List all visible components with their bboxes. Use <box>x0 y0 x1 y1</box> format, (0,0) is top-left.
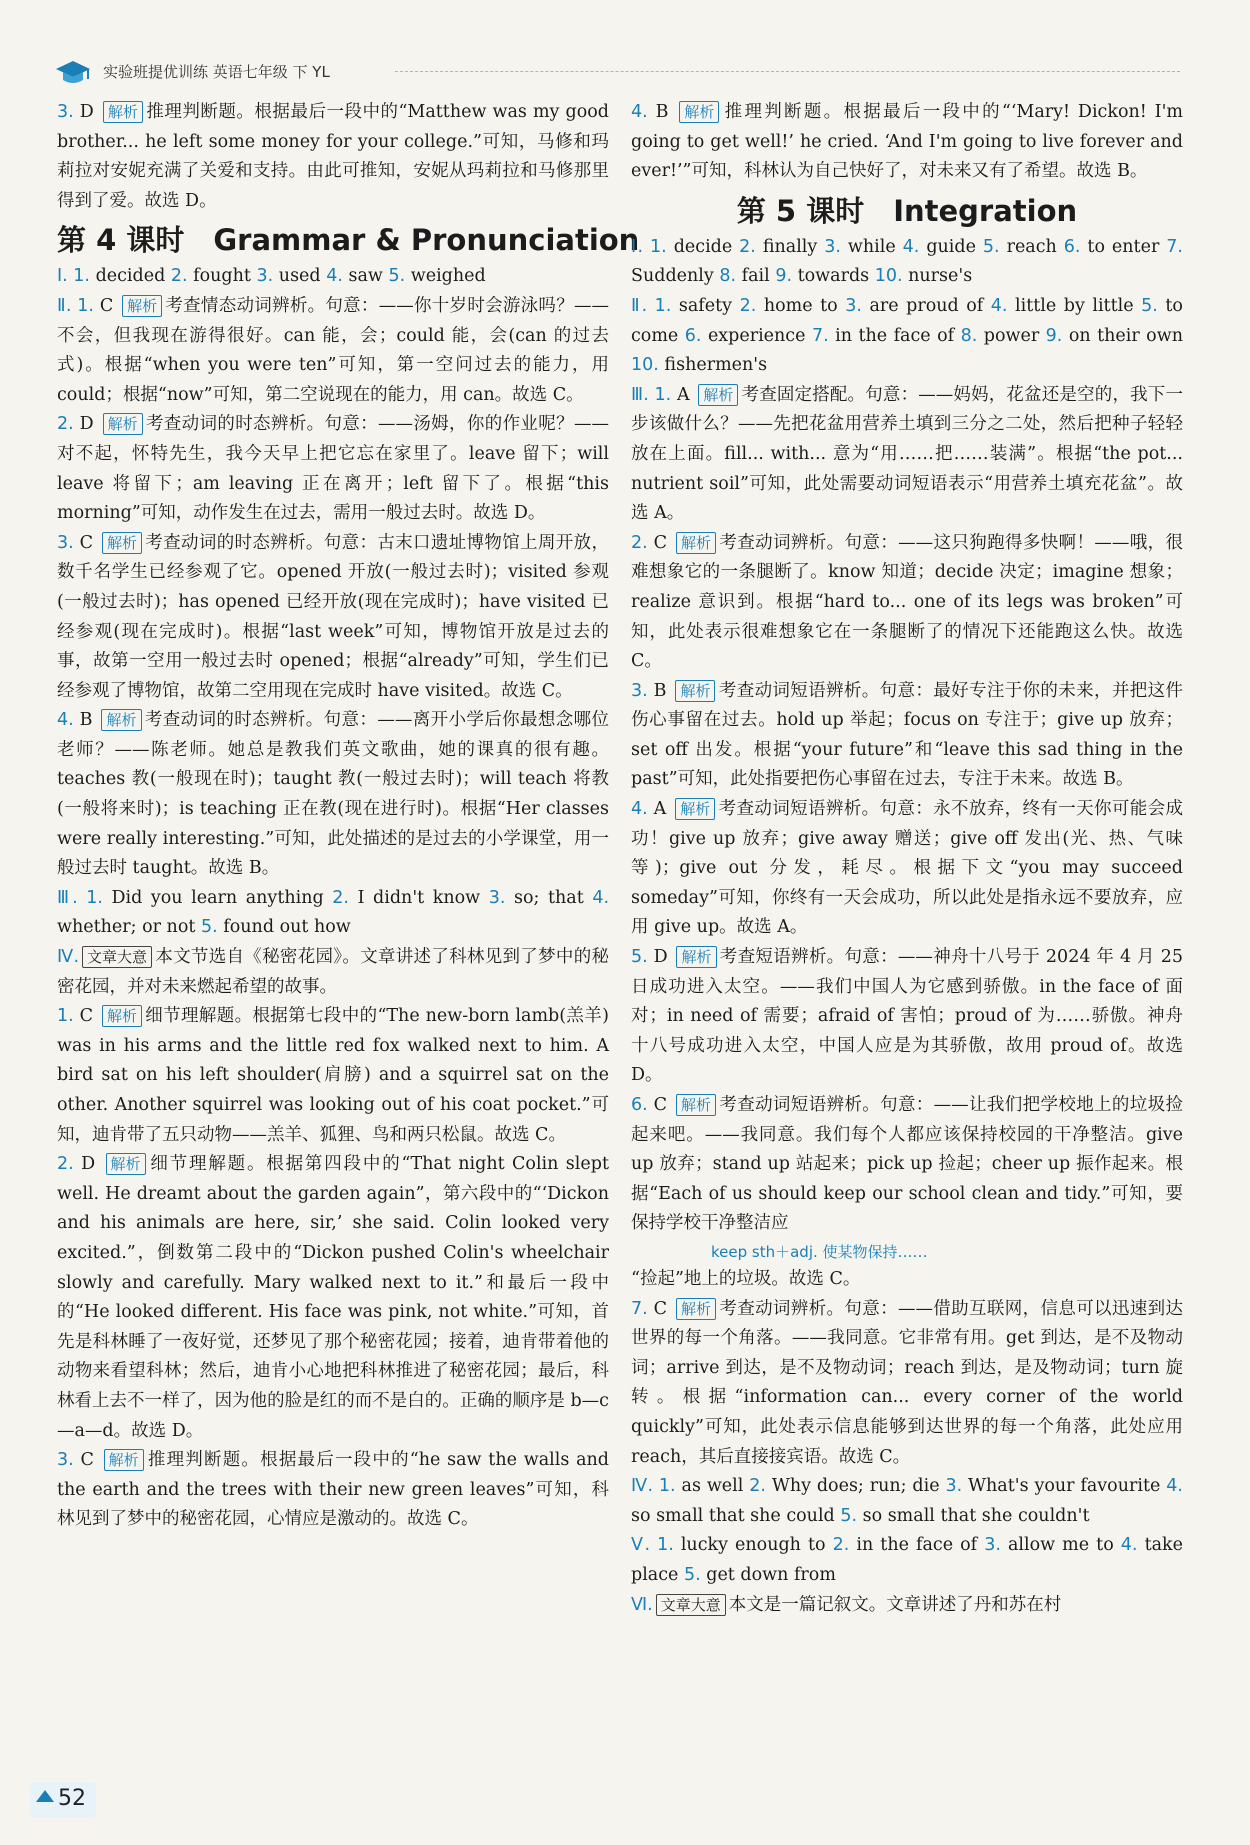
section-2-q1: Ⅱ. 1. C 解析 考查情态动词辨析。句意：——你十岁时会游泳吗？——不会，但我现在游得很好。can 能，会；could 能，会(can 的过去式)。根据“when you were ten”可知，第一空问过去的能力，用 could；根据“now”可知，第二空说现在的能力，用 can。故选 C。 <box>57 295 609 405</box>
section-2-q4: 4. B 解析 考查动词的时态辨析。句意：——离开小学后你最想念哪位老师？——陈老师。她总是教我们英文歌曲，她的课真的很有趣。teaches 教(一般现在时)；taught 教(一般过去时)；will teach 将教(一般将来时)；is teaching 正在教(现在进行时)。根据“Her classes were really interesting.”可知，此处描述的是过去的小学课堂，用一般过去时 taught。故选 B。 <box>57 710 609 879</box>
section-1-answers: Ⅰ. 1. decide 2. finally 3. while 4. guide 5. reach 6. to enter 7. Suddenly 8. fail 9. towards 10. nurse's <box>631 236 1183 287</box>
section-6-summary: Ⅵ. 文章大意 本文是一篇记叙文。文章讲述了丹和苏在村 <box>631 1594 1062 1615</box>
section-4-q3: 3. C 解析 推理判断题。根据最后一段中的“he saw the walls and the earth and the trees with their new green leaves”可知，科林见到了梦中的秘密花园，心情应是激动的。故选 C。 <box>57 1450 609 1530</box>
analysis-tag: 解析 <box>675 798 715 820</box>
page-header <box>55 55 1180 95</box>
section-4-answers: Ⅳ. 1. as well 2. Why does; run; die 3. What's your favourite 4. so small that she could 5. so small that she couldn't <box>631 1476 1183 1526</box>
analysis-tag: 解析 <box>676 1298 716 1320</box>
section-3-q7: 7. C 解析 考查动词辨析。句意：——借助互联网，信息可以迅速到达世界的每一个角落。——我同意。它非常有用。get 到达，是不及物动词；arrive 到达，是不及物动词；reach 到达，是及物动词；turn 旋转。根据“information can... every corner of the world quickly”可知，此处表示信息能够到达世界的每一个角落，此处应用 reach，其后直接接宾语。故选 C。 <box>631 1298 1183 1467</box>
section-3-q6-cont: “捡起”地上的垃圾。故选 C。 <box>631 1268 861 1289</box>
analysis-tag: 解析 <box>698 384 738 406</box>
analysis-tag: 解析 <box>103 101 143 123</box>
handwritten-note: keep sth＋adj. 使某物保持…… <box>711 1242 928 1261</box>
analysis-tag: 解析 <box>103 413 143 435</box>
section-2-q2: 2. D 解析 考查动词的时态辨析。句意：——汤姆，你的作业呢？——对不起，怀特先生，我今天早上把它忘在家里了。leave 留下；will leave 将留下；am leaving 正在离开；left 留下了。根据“this morning”可知，动作发生在过去，需用一般过去时。故选 D。 <box>57 414 609 524</box>
section-3-answers: Ⅲ. 1. Did you learn anything 2. I didn't know 3. so; that 4. whether; or not 5. found out how <box>57 887 610 938</box>
section-4-q2: 2. D 解析 细节理解题。根据第四段中的“That night Colin slept well. He dreamt about the garden again”，第六段中的“‘Dickon and his animals are here, sir,’ she said. Colin looked very excited.”，倒数第二段中的“Dickon pushed Colin's wheelchair slowly and carefully. Mary walked next to it.”和最后一段中的“He looked different. His face was pink, not white.”可知，首先是科林睡了一夜好觉，还梦见了那个秘密花园；接着，迪肯带着他的动物来看望科林；然后，迪肯小心地把科林推进了秘密花园；最后，科林看上去不一样了，因为他的脸是红的而不是白的。正确的顺序是 b—c—a—d。故选 D。 <box>57 1154 609 1441</box>
arrow-up-icon <box>36 1790 54 1802</box>
header-rule <box>395 71 1180 72</box>
question-4: 4. B 解析 推理判断题。根据最后一段中的“‘Mary! Dickon! I'm going to get well!’ he cried. ‘And I'm going to live forever and ever!’”可知，科林认为自己快好了，对未来又有了希望。故选 B。 <box>631 102 1183 182</box>
book-title: 实验班提优训练 英语七年级 下 YL <box>103 63 330 81</box>
section-5-answers: Ⅴ. 1. lucky enough to 2. in the face of 3. allow me to 4. take place 5. get down from <box>631 1535 1183 1585</box>
analysis-tag: 解析 <box>676 1094 716 1116</box>
section-3-q1: Ⅲ. 1. A 解析 考查固定搭配。句意：——妈妈，花盆还是空的，我下一步该做什么？——先把花盆用营养土填到三分之二处，然后把种子轻轻放在上面。fill... with... 意为“用……把……装满”。根据“the pot... nutrient soil”可知，此处需要动词短语表示“用营养土填充花盆”。故选 A。 <box>631 384 1183 524</box>
analysis-tag: 解析 <box>101 709 141 731</box>
question-3: 3. D 解析 推理判断题。根据最后一段中的“Matthew was my good brother... he left some money for your college.”可知，马修和玛莉拉对安妮充满了关爱和支持。由此可推知，安妮从玛莉拉和马修那里得到了爱。故选 D。 <box>57 102 609 211</box>
analysis-tag: 解析 <box>675 680 715 702</box>
section-4-summary: Ⅳ. 文章大意 本文节选自《秘密花园》。文章讲述了科林见到了梦中的秘密花园，并对未来燃起希望的故事。 <box>57 947 609 997</box>
right-column <box>631 98 1183 1620</box>
section-4-q1: 1. C 解析 细节理解题。根据第七段中的“The new-born lamb(羔羊) was in his arms and the little red fox walked next to him. A bird sat on his left shoulder(肩膀) and a squirrel sat on the other. Another squirrel was looking out of his coat pocket.”可知，迪肯带了五只动物——羔羊、狐狸、鸟和两只松鼠。故选 C。 <box>57 1006 609 1145</box>
section-3-q4: 4. A 解析 考查动词短语辨析。句意：永不放弃，终有一天你可能会成功！give up 放弃；give away 赠送；give off 发出(光、热、气味等)；give out 分发，耗尽。根据下文“you may succeed someday”可知，你终有一天会成功，所以此处是指永远不要放弃，应用 give up。故选 A。 <box>631 799 1183 938</box>
lesson-4-heading: 第 4 课时 Grammar & Pronunciation <box>57 223 640 258</box>
analysis-tag: 解析 <box>676 532 716 554</box>
summary-tag: 文章大意 <box>656 1594 726 1616</box>
section-3-q6: 6. C 解析 考查动词短语辨析。句意：——让我们把学校地上的垃圾捡起来吧。——我同意。我们每个人都应该保持校园的干净整洁。give up 放弃；stand up 站起来；pick up 捡起；cheer up 振作起来。根据“Each of us should keep our school clean and tidy.”可知，要保持学校干净整洁应 <box>631 1095 1183 1234</box>
analysis-tag: 解析 <box>122 295 162 317</box>
page-number-text: 52 <box>58 1786 86 1811</box>
analysis-tag: 解析 <box>676 946 716 968</box>
summary-tag: 文章大意 <box>82 946 152 968</box>
left-column <box>57 98 640 1535</box>
section-2-q3: 3. C 解析 考查动词的时态辨析。句意：古末口遗址博物馆上周开放，数千名学生已经参观了它。opened 开放(一般过去时)；visited 参观(一般过去时)；has opened 已经开放(现在完成时)；have visited 已经参观(现在完成时)。根据“last week”可知，博物馆开放是过去的事，故第一空用一般过去时 opened；根据“already”可知，学生们已经参观了博物馆，故第二空用现在完成时 have visited。故选 C。 <box>57 532 609 701</box>
analysis-tag: 解析 <box>104 1449 144 1471</box>
section-1-answers: Ⅰ. 1. decided 2. fought 3. used 4. saw 5. weighed <box>57 266 486 287</box>
lesson-5-heading: 第 5 课时 Integration <box>736 193 1078 228</box>
analysis-tag: 解析 <box>106 1153 146 1175</box>
section-2-answers: Ⅱ. 1. safety 2. home to 3. are proud of 4. little by little 5. to come 6. experience 7. in the face of 8. power 9. on their own 10. fishermen's <box>631 295 1183 376</box>
analysis-tag: 解析 <box>102 1005 142 1027</box>
page-number <box>30 1782 96 1822</box>
analysis-tag: 解析 <box>679 101 719 123</box>
graduation-cap-icon <box>55 59 91 87</box>
section-3-q5: 5. D 解析 考查短语辨析。句意：——神舟十八号于 2024 年 4 月 25 日成功进入太空。——我们中国人为它感到骄傲。in the face of 面对；in need of 需要；afraid of 害怕；proud of 为……骄傲。神舟十八号成功进入太空，中国人应是为其骄傲，故用 proud of。故选 D。 <box>631 947 1183 1086</box>
analysis-tag: 解析 <box>102 532 142 554</box>
section-3-q3: 3. B 解析 考查动词短语辨析。句意：最好专注于你的未来，并把这件伤心事留在过去。hold up 举起；focus on 专注于；give up 放弃；set off 出发。根据“your future”和“leave this sad thing in the past”可知，此处指要把伤心事留在过去，专注于未来。故选 B。 <box>631 680 1183 790</box>
section-3-q2: 2. C 解析 考查动词辨析。句意：——这只狗跑得多快啊！——哦，很难想象它的一条腿断了。know 知道；decide 决定；imagine 想象；realize 意识到。根据“hard to... one of its legs was broken”可知，此处表示很难想象它在一条腿断了的情况下还能跑这么快。故选 C。 <box>631 532 1183 672</box>
